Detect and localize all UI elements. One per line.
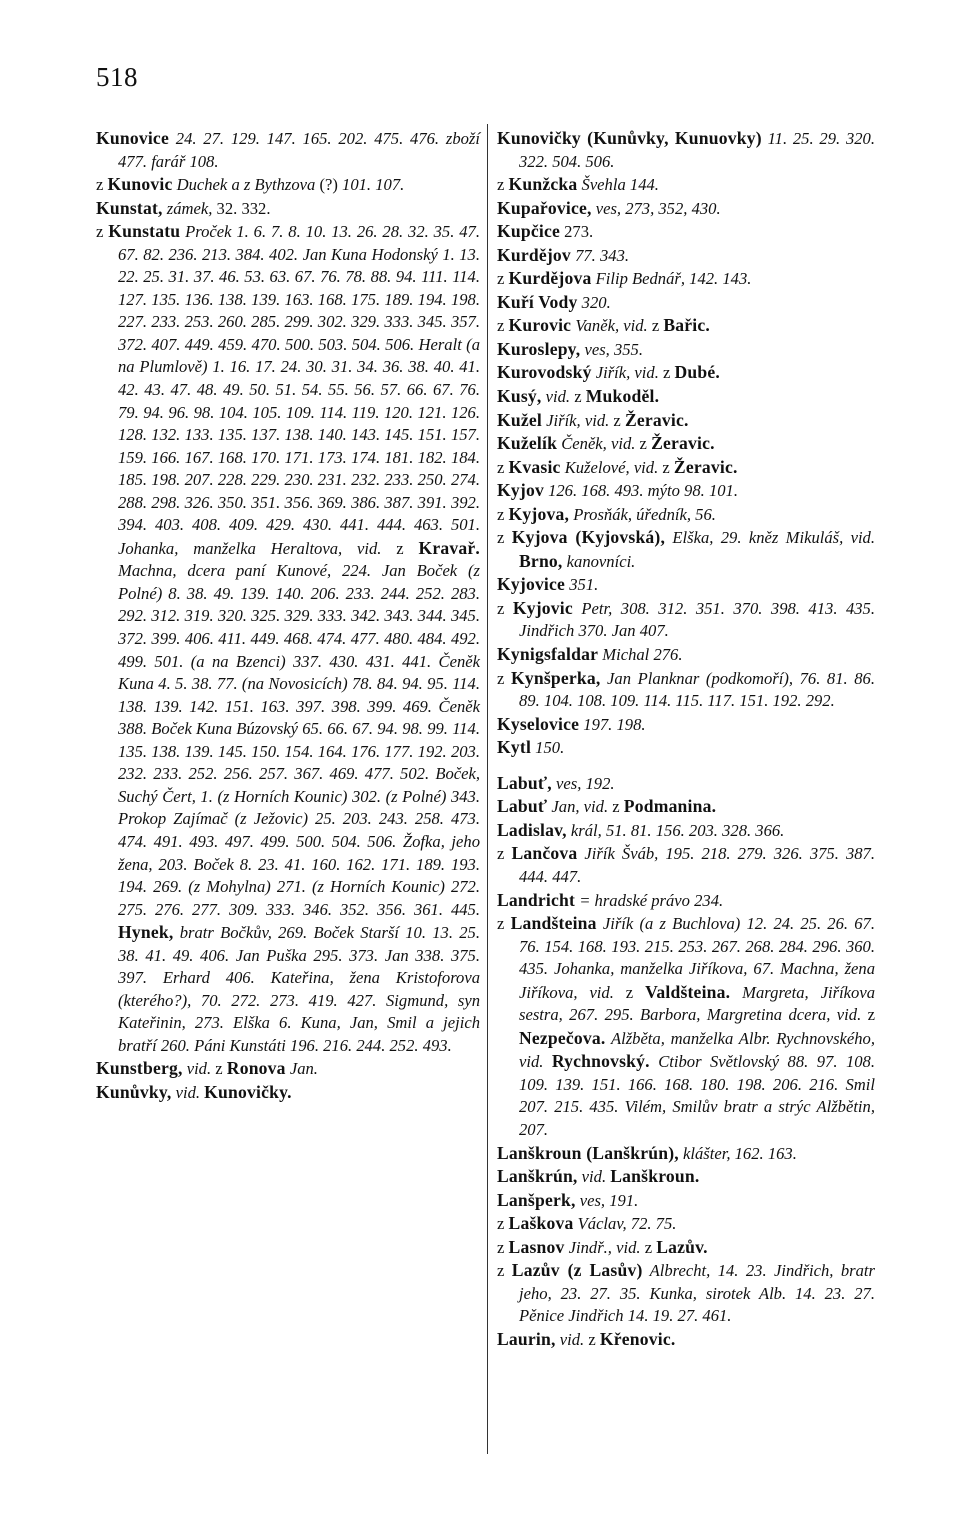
index-entry bbox=[497, 526, 875, 573]
entry-headword: Kunovičky (Kunůvky, Kunuovky) bbox=[497, 128, 762, 148]
entry-particle: z bbox=[497, 598, 513, 618]
index-entry bbox=[497, 1236, 875, 1260]
entry-reference-text: vid. bbox=[541, 387, 575, 407]
entry-reference-text: vid. bbox=[182, 1059, 216, 1079]
index-entry bbox=[497, 361, 875, 385]
entry-particle: 273. bbox=[559, 222, 594, 242]
entry-particle: z bbox=[612, 797, 624, 817]
entry-particle: z bbox=[96, 175, 108, 195]
entry-headword: Landšteina bbox=[510, 913, 597, 934]
entry-headword: Mukoděl. bbox=[585, 386, 660, 407]
entry-headword: Kurovodský bbox=[497, 362, 592, 383]
entry-headword: Kunůvky, bbox=[96, 1081, 172, 1102]
entry-headword: Kurovic bbox=[508, 315, 572, 336]
entry-headword: Kurdějova bbox=[508, 268, 592, 289]
entry-headword: Hynek, bbox=[118, 922, 174, 943]
index-entry bbox=[497, 643, 875, 667]
index-entry bbox=[497, 338, 875, 362]
entry-headword: Žeravic. bbox=[624, 409, 689, 430]
index-entry bbox=[96, 1057, 480, 1081]
index-entry bbox=[497, 713, 875, 737]
entry-headword: Kynšperka, bbox=[510, 667, 601, 688]
index-entry bbox=[497, 1212, 875, 1236]
index-entry bbox=[497, 314, 875, 338]
index-entry bbox=[497, 1259, 875, 1328]
entry-reference-text: Jan. bbox=[285, 1059, 318, 1079]
entry-reference-text: 101. 107. bbox=[337, 175, 405, 195]
index-entry bbox=[96, 220, 480, 1057]
entry-headword: Žeravic. bbox=[673, 456, 738, 477]
index-entry bbox=[497, 1189, 875, 1213]
entry-reference-text: 351. bbox=[565, 575, 599, 595]
entry-reference-text: Albrecht, 14. 23. Jindřich, bratr jeho, 23. 27. 35. Kunka, sirotek Alb. 14. 23. 27. Pěnice Jindřich 14. 19. 27. 461. bbox=[519, 1261, 875, 1326]
entry-reference-text: Michal 276. bbox=[598, 645, 683, 665]
entry-headword: Kusý, bbox=[497, 386, 542, 407]
index-entry bbox=[497, 220, 875, 244]
entry-headword: Kytl bbox=[497, 737, 532, 758]
entry-reference-text: 320. bbox=[577, 292, 611, 312]
index-entry bbox=[497, 291, 875, 315]
entry-reference-text: Alžběta, manželka Albr. Rychnovského, vid. bbox=[519, 1028, 875, 1072]
entry-particle: z bbox=[663, 363, 675, 383]
entry-reference-text: vid. bbox=[577, 1167, 611, 1187]
entry-reference-text: ves, 191. bbox=[575, 1190, 639, 1210]
index-entry bbox=[497, 573, 875, 597]
entry-reference-text: 77. 343. bbox=[570, 245, 630, 265]
entry-reference-text: Jindř., vid. bbox=[564, 1237, 645, 1257]
index-entry bbox=[497, 432, 875, 456]
index-entry bbox=[497, 1328, 875, 1352]
entry-headword: Kynigsfaldar bbox=[497, 644, 599, 665]
entry-reference-text: Jan Planknar (podkomoří), 76. 81. 86. 89. 104. 108. 109. 114. 115. 117. 151. 192. 292. bbox=[519, 668, 875, 711]
entry-reference-text: kanovníci. bbox=[562, 551, 636, 571]
entry-particle: z bbox=[497, 457, 509, 477]
entry-headword: Kuželík bbox=[497, 433, 558, 454]
entry-headword: Labuť bbox=[497, 796, 548, 817]
entry-reference-text: 24. 27. 129. 147. 165. 202. 475. 476. zboží 477. farář 108. bbox=[118, 129, 480, 171]
entry-headword: Kunovice bbox=[96, 128, 169, 148]
entry-particle: z bbox=[613, 410, 625, 430]
entry-headword: Lančova bbox=[511, 843, 578, 864]
entry-headword: Kurdějov bbox=[497, 244, 571, 265]
entry-reference-text: ves, 192. bbox=[551, 773, 615, 793]
entry-particle: z bbox=[588, 1329, 600, 1349]
index-entry bbox=[497, 503, 875, 527]
index-entry bbox=[497, 1165, 875, 1189]
entry-headword: Lasnov bbox=[508, 1236, 565, 1257]
entry-headword: Brno, bbox=[519, 550, 563, 571]
entry-headword: Žeravic. bbox=[651, 433, 715, 454]
entry-reference-text: Jiřík (a z Buchlova) 12. 24. 25. 26. 67. 76. 154. 168. 193. 215. 253. 267. 268. 284. 296. 360. 435. Johanka, manželka Jiříkova, 67. Machna, žena Jiříkova, vid. bbox=[519, 914, 875, 1002]
entry-headword: Kupčice bbox=[497, 221, 560, 242]
entry-particle: z bbox=[497, 1261, 512, 1281]
index-entry bbox=[497, 173, 875, 197]
entry-reference-text: Elška, 29. kněz Mikuláš, vid. bbox=[665, 528, 875, 548]
index-entry bbox=[96, 127, 480, 173]
index-entry bbox=[497, 736, 875, 760]
entry-headword: Rychnovský. bbox=[551, 1051, 650, 1072]
entry-reference-text: Švehla 144. bbox=[577, 175, 659, 195]
index-entry bbox=[497, 597, 875, 643]
entry-headword: Kunstat, bbox=[96, 197, 163, 218]
entry-headword: Kunstberg, bbox=[96, 1058, 183, 1079]
entry-reference-text: Proček 1. 6. 7. 8. 10. 13. 26. 28. 32. 35. 47. 67. 82. 236. 213. 384. 402. Jan Kuna Hodonský 1. 13. 22. 25. 31. 37. 46. 53. 63. 67. 76. 78. 88. 94. 111. 114. 127. 135. 136. 138. 139. 163. 168. 175. 189. 194. 198. 227. 233. 253. 260. 285. 299. 302. 329. 333. 345. 357. 372. 407. 449. 459. 470. 500. 503. 504. 506. Heralt (a na Plumlově) 1. 16. 17. 24. 30. 31. 34. 36. 38. 40. 41. 42. 43. 47. 48. 49. 50. 51. 54. 55. 56. 57. 66. 67. 76. 79. 94. 96. 98. 104. 105. 109. 114. 119. 120. 121. 126. 128. 132. 133. 135. 137. 138. 140. 143. 145. 151. 157. 159. 166. 167. 168. 170. 171. 173. 174. 181. 182. 184. 185. 198. 207. 228. 229. 230. 231. 232. 233. 250. 274. 288. 298. 326. 350. 351. 356. 369. 386. 387. 391. 392. 394. 403. 408. 409. 429. 430. 441. 444. 463. 501. Johanka, manželka Heraltova, vid. bbox=[118, 222, 480, 558]
entry-reference-text: Ctibor Světlovský 88. 97. 108. 109. 139. 151. 166. 168. 180. 198. 206. 216. Smil 207. 215. 435. Vilém, Smilův bratr a strýc Alžbětin, 207. bbox=[519, 1052, 875, 1139]
entry-headword: Lanškrún, bbox=[497, 1166, 578, 1187]
entry-headword: Labuť, bbox=[497, 772, 552, 793]
entry-headword: Ladislav, bbox=[497, 819, 567, 840]
entry-particle: z bbox=[574, 387, 586, 407]
entry-headword: Kyjovic bbox=[512, 597, 573, 618]
entry-reference-text: Prosňák, úředník, 56. bbox=[569, 504, 716, 524]
index-entry bbox=[497, 267, 875, 291]
entry-particle: 32. 332. bbox=[216, 198, 271, 218]
entry-particle: z bbox=[497, 1237, 509, 1257]
index-entry bbox=[497, 456, 875, 480]
entry-reference-text: Margreta, Jiříkova sestra, 267. 295. Barbora, Margretina dcera, vid. bbox=[519, 982, 875, 1025]
index-entry bbox=[497, 889, 875, 913]
entry-reference-text: Duchek a z Bythzova bbox=[172, 175, 320, 195]
index-entry bbox=[497, 479, 875, 503]
entry-reference-text: vid. bbox=[171, 1082, 205, 1102]
entry-headword: Kyjov bbox=[497, 480, 544, 501]
index-entry bbox=[497, 385, 875, 409]
entry-headword: Lanšperk, bbox=[497, 1189, 576, 1210]
entry-headword: Kunovic bbox=[107, 174, 173, 195]
entry-particle: z bbox=[497, 175, 509, 195]
entry-headword: Laurin, bbox=[497, 1328, 556, 1349]
index-entry bbox=[497, 842, 875, 888]
entry-particle: z bbox=[215, 1059, 227, 1079]
entry-reference-text: ves, 355. bbox=[580, 339, 643, 359]
entry-headword: Landricht bbox=[497, 889, 576, 910]
entry-particle: z bbox=[867, 1005, 875, 1025]
entry-headword: Kuroslepy, bbox=[497, 338, 581, 359]
entry-headword: Podmanina. bbox=[623, 796, 717, 817]
entry-reference-text: 126. 168. 493. mýto 98. 101. bbox=[543, 481, 738, 501]
entry-reference-text: zámek, bbox=[162, 198, 217, 218]
index-entry bbox=[497, 197, 875, 221]
entry-reference-text: Vaněk, vid. bbox=[571, 316, 652, 336]
index-entry bbox=[497, 244, 875, 268]
entry-reference-text: Jiřík, vid. bbox=[541, 410, 614, 430]
entry-reference-text: Filip Bednář, 142. 143. bbox=[591, 269, 752, 289]
entry-particle: z bbox=[644, 1237, 657, 1257]
entry-particle: z bbox=[96, 222, 109, 242]
entry-headword: Bařic. bbox=[663, 315, 710, 336]
index-entry bbox=[497, 819, 875, 843]
entry-particle: z bbox=[625, 982, 646, 1002]
entry-reference-text: klášter, 162. 163. bbox=[678, 1143, 797, 1163]
index-entry bbox=[497, 795, 875, 819]
entry-reference-text: = hradské právo 234. bbox=[575, 890, 724, 910]
entry-particle: z bbox=[651, 316, 664, 336]
entry-headword: Ronova bbox=[226, 1058, 286, 1079]
entry-headword: Kyjovice bbox=[497, 574, 566, 595]
entry-reference-text: Václav, 72. 75. bbox=[573, 1214, 677, 1234]
entry-particle: z bbox=[497, 844, 512, 864]
entry-headword: Kunovičky. bbox=[204, 1081, 292, 1102]
entry-particle: z bbox=[497, 1214, 509, 1234]
entry-reference-text: Jiřík, vid. bbox=[591, 363, 664, 383]
entry-particle: z bbox=[639, 434, 652, 454]
entry-reference-text: král, 51. 81. 156. 203. 328. 366. bbox=[566, 820, 785, 840]
entry-headword: Kunžcka bbox=[508, 174, 578, 195]
left-column bbox=[96, 127, 480, 1105]
entry-headword: Lazův (z Lasův) bbox=[511, 1260, 643, 1281]
entry-headword: Valdšteina. bbox=[645, 981, 731, 1002]
right-column bbox=[497, 127, 875, 1351]
entry-reference-text: Jiřík Šváb, 195. 218. 279. 326. 375. 387. 444. 447. bbox=[519, 844, 875, 886]
entry-reference-text: 11. 25. 29. 320. 322. 504. 506. bbox=[519, 129, 875, 171]
index-entry bbox=[96, 197, 480, 221]
entry-reference-text: Jan, vid. bbox=[547, 797, 613, 817]
column-divider bbox=[487, 124, 488, 1454]
entry-reference-text: ves, 273, 352, 430. bbox=[591, 198, 721, 218]
entry-headword: Dubé. bbox=[674, 362, 721, 383]
page-number: 518 bbox=[96, 62, 138, 92]
entry-headword: Kužel bbox=[497, 409, 542, 430]
index-entry bbox=[96, 1081, 480, 1105]
entry-particle: z bbox=[497, 269, 509, 289]
entry-headword: Kuří Vody bbox=[497, 291, 578, 312]
entry-reference-text: 150. bbox=[531, 738, 565, 758]
entry-headword: Nezpečova. bbox=[519, 1027, 606, 1048]
index-entry bbox=[497, 772, 875, 796]
entry-particle: z bbox=[662, 457, 674, 477]
entry-headword: Lazův. bbox=[656, 1236, 708, 1257]
entry-particle: z bbox=[497, 316, 509, 336]
entry-particle: z bbox=[497, 504, 509, 524]
entry-headword: Kvasic bbox=[508, 456, 561, 477]
index-entry bbox=[497, 912, 875, 1141]
entry-headword: Kupařovice, bbox=[497, 197, 592, 218]
entry-headword: Kravař. bbox=[418, 537, 480, 558]
index-entry bbox=[497, 667, 875, 713]
entry-headword: Lanškroun (Lanškrún), bbox=[497, 1142, 679, 1163]
index-entry bbox=[497, 409, 875, 433]
entry-headword: Kunstatu bbox=[108, 221, 181, 242]
entry-headword: Lanškroun. bbox=[610, 1166, 700, 1187]
entry-particle: z bbox=[497, 914, 511, 934]
entry-headword: Křenovic. bbox=[599, 1328, 676, 1349]
index-entry bbox=[497, 127, 875, 173]
entry-headword: Kyjova, bbox=[508, 503, 570, 524]
entry-reference-text: 197. 198. bbox=[579, 714, 646, 734]
entry-reference-text: Machna, dcera paní Kunové, 224. Jan Boček (z Polné) 8. 38. 49. 139. 140. 206. 233. 244. 252. 283. 292. 312. 319. 320. 325. 329. 333. 342. 343. 344. 345. 372. 399. 406. 411. 449. 468. 474. 477. 480. 484. 492. 499. 501. (a na Bzenci) 337. 430. 431. 441. Čeněk Kuna 4. 5. 38. 77. (na Novosicích) 78. 84. 94. 95. 114. 138. 139. 142. 151. 163. 397. 398. 399. 469. Čeněk 388. Boček Kuna Búzovský 65. 66. 67. 94. 98. 99. 114. 135. 138. 139. 145. 150. 154. 164. 176. 177. 192. 203. 232. 233. 252. 256. 257. 367. 469. 477. 502. Boček, Suchý Čert, 1. (z Horních Kounic) 302. (z Polné) 343. Prokop Zajímač (z Ježovic) 25. 203. 243. 258. 473. 474. 491. 493. 497. 499. 500. 504. 506. Žofka, jeho žena, 203. Boček 8. 23. 41. 160. 162. 171. 189. 193. 194. 269. (z Mohylna) 271. (z Horních Kounic) 272. 275. 276. 277. 309. 333. 346. 352. 356. 361. 445. bbox=[118, 561, 480, 919]
entry-reference-text: Kuželové, vid. bbox=[560, 457, 663, 477]
entry-reference-text: bratr Bočkův, 269. Boček Starší 10. 13. 25. 38. 41. 49. 406. Jan Puška 295. 373. Jan 338. 375. 397. Erhard 406. Kateřina, žena Kristoforova (kterého?), 70. 272. 273. 419. 427. Sigmund, syn Kateřinin, 273. Elška 6. Kuna, Jan, Smil a jejich bratří 260. Páni Kunstáti 196. 216. 244. 252. 493. bbox=[118, 923, 480, 1055]
entry-particle: z bbox=[497, 668, 511, 688]
entry-particle: (?) bbox=[319, 175, 338, 195]
entry-particle: z bbox=[497, 528, 512, 548]
entry-reference-text: vid. bbox=[555, 1329, 589, 1349]
entry-particle: z bbox=[396, 538, 419, 558]
index-entry bbox=[497, 1142, 875, 1166]
entry-headword: Kyjova (Kyjovská), bbox=[511, 527, 666, 548]
entry-headword: Kyselovice bbox=[497, 713, 580, 734]
entry-reference-text: Petr, 308. 312. 351. 370. 398. 413. 435. Jindřich 370. Jan 407. bbox=[519, 598, 875, 641]
index-entry bbox=[96, 173, 480, 197]
entry-reference-text: Čeněk, vid. bbox=[557, 434, 640, 454]
entry-headword: Laškova bbox=[508, 1213, 574, 1234]
